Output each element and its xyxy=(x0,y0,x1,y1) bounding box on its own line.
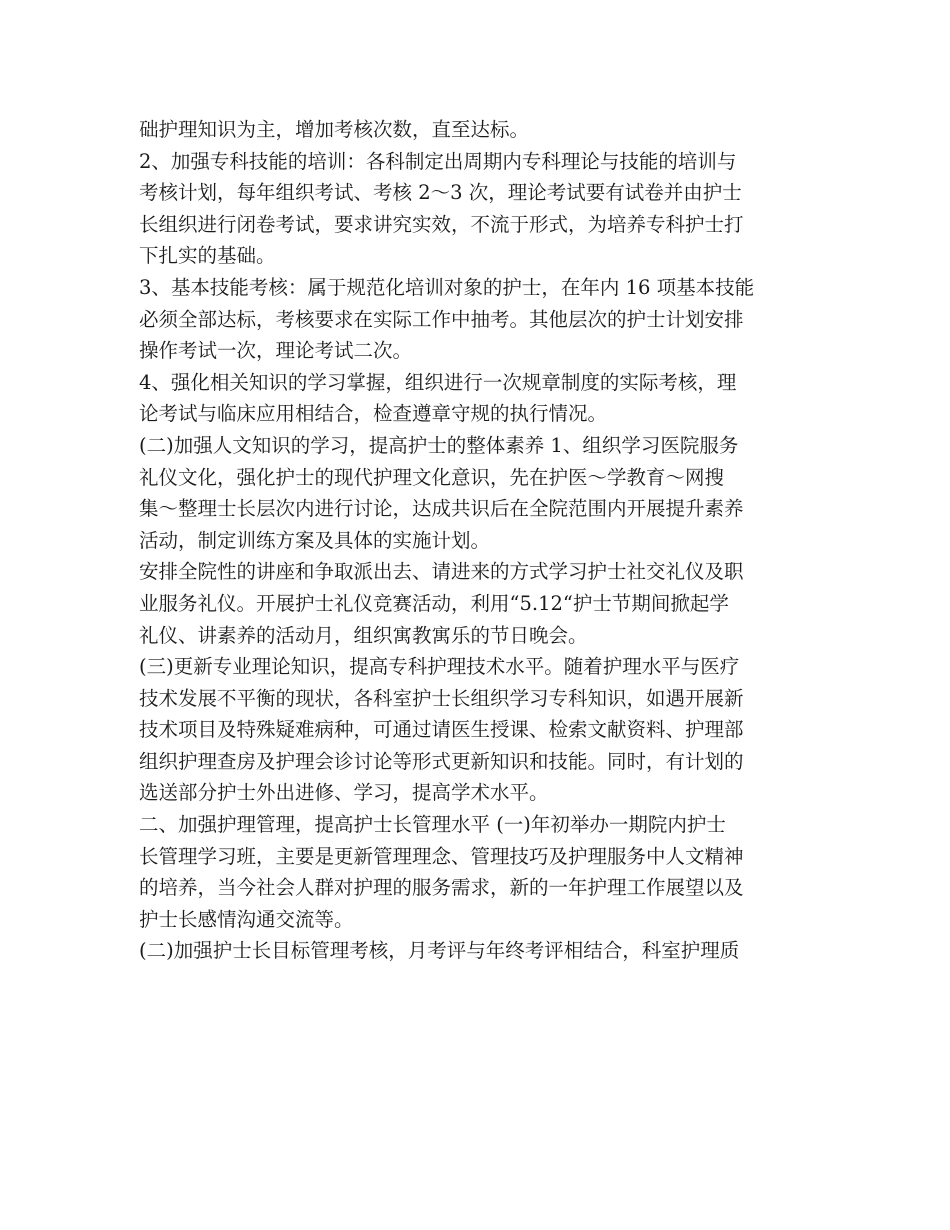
text-line: 护士长感情沟通交流等。 xyxy=(139,907,354,931)
text-line: 考核计划，每年组织考试、考核 2～3 次，理论考试要有试卷并由护士 xyxy=(139,181,742,205)
text-line: 下扎实的基础。 xyxy=(139,244,276,268)
text-line: 安排全院性的讲座和争取派出去、请进来的方式学习护士社交礼仪及职 xyxy=(139,560,744,584)
text-line: 必须全部达标，考核要求在实际工作中抽考。其他层次的护士计划安排 xyxy=(139,307,744,331)
text-line: 3、基本技能考核：属于规范化培训对象的护士，在年内 16 项基本技能 xyxy=(139,275,755,299)
text-line: 操作考试一次，理论考试二次。 xyxy=(139,339,413,363)
text-line: 础护理知识为主，增加考核次数，直至达标。 xyxy=(139,118,530,141)
text-line: 长管理学习班，主要是更新管理理念、管理技巧及护理服务中人文精神 xyxy=(139,844,744,868)
text-line: (二)加强人文知识的学习，提高护士的整体素养 1、组织学习医院服务 xyxy=(139,433,739,457)
text-line: 业服务礼仪。开展护士礼仪竞赛活动，利用“5.12“护士节期间掀起学 xyxy=(139,591,729,615)
text-line: 技术发展不平衡的现状，各科室护士长组织学习专科知识，如遇开展新 xyxy=(139,686,744,710)
text-line: 礼仪、讲素养的活动月，组织寓教寓乐的节日晚会。 xyxy=(139,623,588,647)
text-line: 活动，制定训练方案及具体的实施计划。 xyxy=(139,528,491,552)
document-body xyxy=(139,114,819,967)
text-line: 二、加强护理管理，提高护士长管理水平 (一)年初举办一期院内护士 xyxy=(139,813,726,837)
text-line: 技术项目及特殊疑难病种，可通过请医生授课、检索文献资料、护理部 xyxy=(139,718,744,742)
text-line: 4、强化相关知识的学习掌握，组织进行一次规章制度的实际考核，理 xyxy=(139,370,737,394)
text-line: 礼仪文化，强化护士的现代护理文化意识，先在护医～学教育～网搜 xyxy=(139,465,725,489)
text-line: 组织护理查房及护理会诊讨论等形式更新知识和技能。同时，有计划的 xyxy=(139,749,744,773)
text-line: 选送部分护士外出进修、学习，提高学术水平。 xyxy=(139,781,549,805)
text-line: 的培养，当今社会人群对护理的服务需求，新的一年护理工作展望以及 xyxy=(139,876,744,900)
text-line: 长组织进行闭卷考试，要求讲究实效，不流于形式，为培养专科护士打 xyxy=(139,212,744,236)
text-line: (三)更新专业理论知识，提高专科护理技术水平。随着护理水平与医疗 xyxy=(139,655,740,679)
text-line: (二)加强护士长目标管理考核，月考评与年终考评相结合，科室护理质 xyxy=(139,939,740,963)
text-line: 集～整理士长层次内进行讨论，达成共识后在全院范围内开展提升素养 xyxy=(139,497,744,521)
text-line: 论考试与临床应用相结合，检查遵章守规的执行情况。 xyxy=(139,402,608,426)
text-line: 2、加强专科技能的培训：各科制定出周期内专科理论与技能的培训与 xyxy=(139,149,737,173)
